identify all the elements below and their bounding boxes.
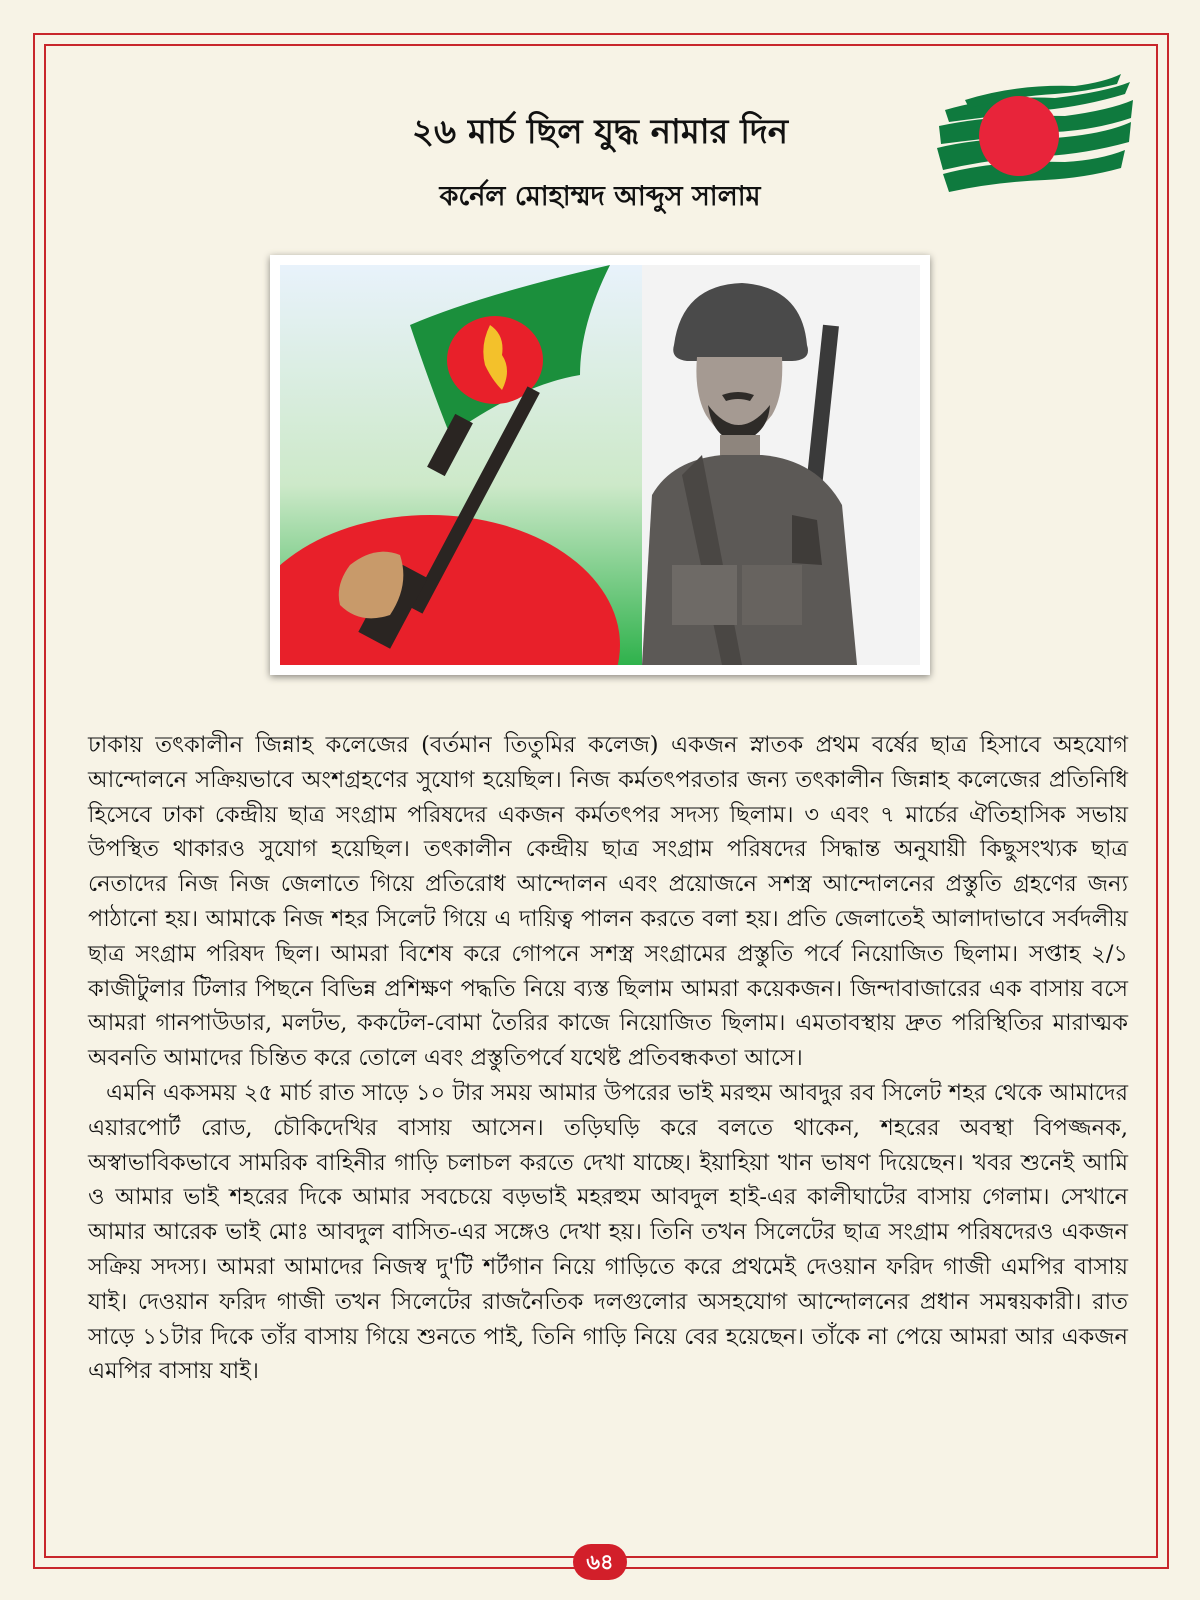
page-number-badge: ৬৪: [573, 1544, 627, 1580]
soldier-portrait: [642, 265, 920, 665]
article-paragraph: ঢাকায় তৎকালীন জিন্নাহ কলেজের (বর্তমান তিতুমির কলেজ) একজন স্নাতক প্রথম বর্ষের ছাত্র হিসাবে অহযোগ আন্দোলনে সক্রিয়ভাবে অংশগ্রহণের সুযোগ হয়েছিল। নিজ কর্মতৎপরতার জন্য তৎকালীন জিন্নাহ কলেজের প্রতিনিধি হিসেবে ঢাকা কেন্দ্রীয় ছাত্র সংগ্রাম পরিষদের একজন কর্মতৎপর সদস্য ছিলাম। ৩ এবং ৭ মার্চের ঐতিহাসিক সভায় উপস্থিত থাকারও সুযোগ হয়েছিল। তৎকালীন কেন্দ্রীয় ছাত্র সংগ্রাম পরিষদের সিদ্ধান্ত অনুযায়ী কিছুসংখ্যক ছাত্র নেতাদের নিজ নিজ জেলাতে গিয়ে প্রতিরোধ আন্দোলন এবং প্রয়োজনে সশস্ত্র আন্দোলনের প্রস্তুতি গ্রহণের জন্য পাঠানো হয়। আমাকে নিজ শহর সিলেট গিয়ে এ দায়িত্ব পালন করতে বলা হয়। প্রতি জেলাতেই আলাদাভাবে সর্বদলীয় ছাত্র সংগ্রাম পরিষদ ছিল। আমরা বিশেষ করে গোপনে সশস্ত্র সংগ্রামের প্রস্তুতি পর্বে নিয়োজিত ছিলাম। সপ্তাহ ২/১ কাজীটুলার টিলার পিছনে বিভিন্ন প্রশিক্ষণ পদ্ধতি নিয়ে ব্যস্ত ছিলাম আমরা কয়েকজন। জিন্দাবাজারের এক বাসায় বসে আমরা গানপাউডার, মলটভ, ককটেল-বোমা তৈরির কাজে নিয়োজিত ছিলাম। এমতাবস্থায় দ্রুত পরিস্থিতির মারাত্মক অবনতি আমাদের চিন্তিত করে তোলে এবং প্রস্তুতিপর্বে যথেষ্ট প্রতিবন্ধকতা আসে।: [88, 732, 1128, 1072]
article-paragraph: এমনি একসময় ২৫ মার্চ রাত সাড়ে ১০ টার সময় আমার উপরের ভাই মরহুম আবদুর রব সিলেট শহর থেকে আমাদের এয়ারপোর্ট রোড, চৌকিদেখির বাসায় আসেন। তড়িঘড়ি করে বলতে থাকেন, শহরের অবস্থা বিপজ্জনক, অস্বাভাবিকভাবে সামরিক বাহিনীর গাড়ি চলাচল করতে দেখা যাচ্ছে। ইয়াহিয়া খান ভাষণ দিয়েছেন। খবর শুনেই আমি ও আমার ভাই শহরের দিকে আমার সবচেয়ে বড়ভাই মহরহুম আবদুল হাই-এর কালীঘাটের বাসায় গেলাম। সেখানে আমার আরেক ভাই মোঃ আবদুল বাসিত-এর সঙ্গেও দেখা হয়। তিনি তখন সিলেটের ছাত্র সংগ্রাম পরিষদেরও একজন সক্রিয় সদস্য। আমরা আমাদের নিজস্ব দু'টি শর্টগান নিয়ে গাড়িতে করে প্রথমেই দেওয়ান ফরিদ গাজী এমপির বাসায় যাই। দেওয়ান ফরিদ গাজী তখন সিলেটের রাজনৈতিক দলগুলোর অসহযোগ আন্দোলনের প্রধান সমন্বয়কারী। রাত সাড়ে ১১টার দিকে তাঁর বাসায় গিয়ে শুনতে পাই, তিনি গাড়ি নিয়ে বের হয়েছেন। তাঁকে না পেয়ে আমরা আর একজন এমপির বাসায় যাই।: [88, 1079, 1128, 1385]
article-title: ২৬ মার্চ ছিল যুদ্ধ নামার দিন: [411, 112, 789, 152]
article-author: কর্নেল মোহাম্মদ আব্দুস সালাম: [439, 181, 761, 212]
article-body: [88, 728, 1128, 1389]
flag-rifle-illustration: [280, 265, 642, 665]
article-photo: [270, 255, 930, 675]
